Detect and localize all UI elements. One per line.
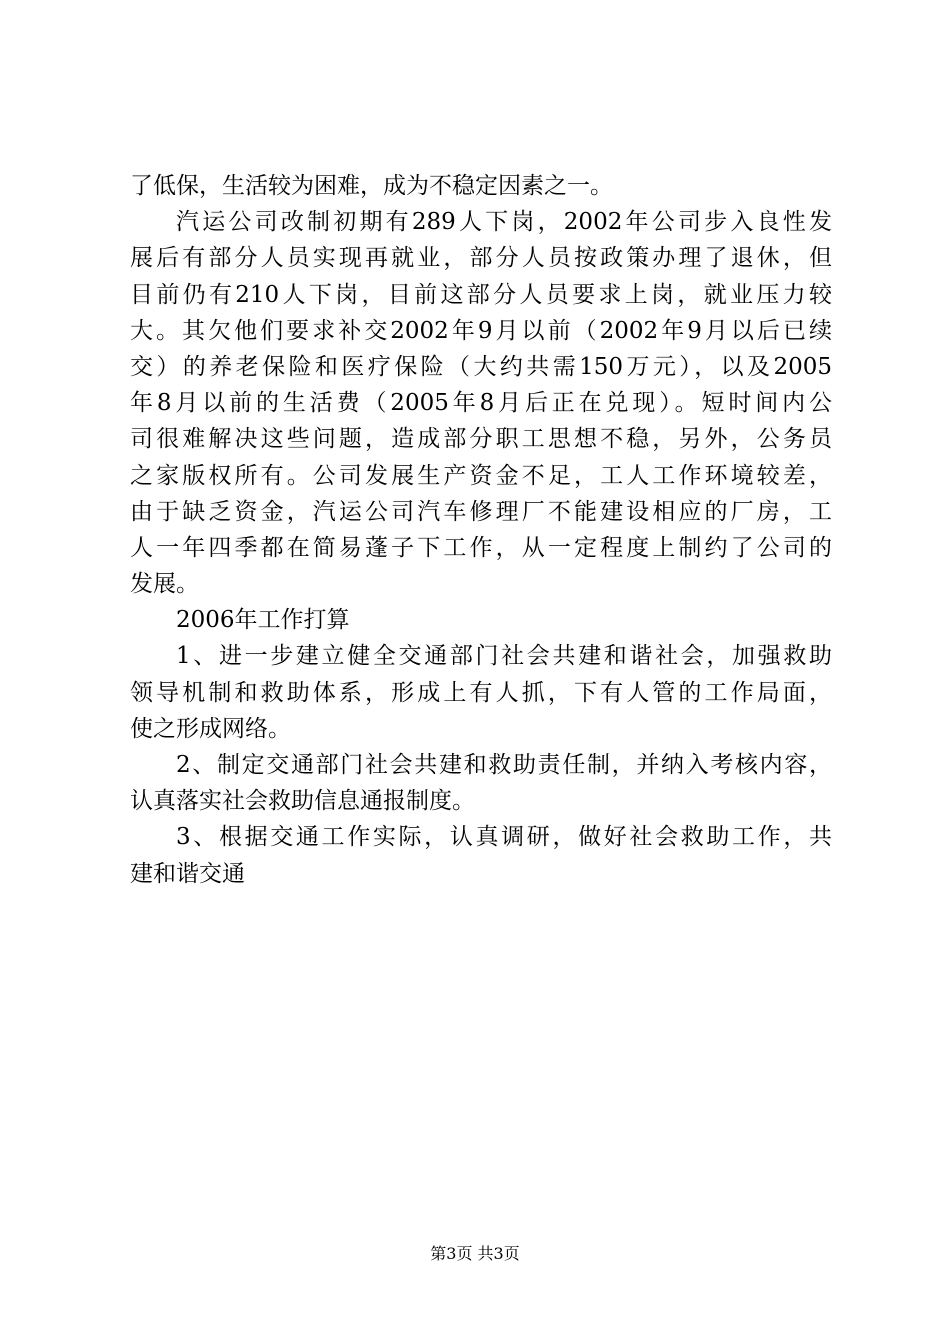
page-footer: 第3页 共3页 xyxy=(430,1244,520,1263)
text-line: 领导机制和救助体系，形成上有人抓，下有人管的工作局面， xyxy=(130,679,832,706)
document-body xyxy=(130,168,832,892)
text-line: 建和谐交通 xyxy=(130,860,245,887)
text-line: 3、根据交通工作实际，认真调研，做好社会救助工作，共 xyxy=(176,824,832,851)
text-line: 目前仍有210人下岗，目前这部分人员要求上岗，就业压力较 xyxy=(130,281,832,308)
text-line: 之家版权所有。公司发展生产资金不足，工人工作环境较差， xyxy=(130,462,832,489)
text-line: 大。其欠他们要求补交2002年9月以前（2002年9月以后已续 xyxy=(130,317,832,344)
text-line: 司很难解决这些问题，造成部分职工思想不稳，另外，公务员 xyxy=(130,426,832,453)
text-line: 汽运公司改制初期有289人下岗，2002年公司步入良性发 xyxy=(176,209,832,236)
text-line: 了低保，生活较为困难，成为不稳定因素之一。 xyxy=(130,173,613,199)
text-line: 年8月以前的生活费（2005年8月后正在兑现）。短时间内公 xyxy=(130,390,832,417)
text-line: 人一年四季都在简易蓬子下工作，从一定程度上制约了公司的 xyxy=(130,534,832,561)
text-line: 2006年工作打算 xyxy=(176,607,350,634)
text-line: 认真落实社会救助信息通报制度。 xyxy=(130,788,475,815)
text-line: 展后有部分人员实现再就业，部分人员按政策办理了退休，但 xyxy=(130,245,832,272)
text-line: 发展。 xyxy=(130,571,199,598)
text-line: 交）的养老保险和医疗保险（大约共需150万元），以及2005 xyxy=(130,353,832,380)
text-line: 由于缺乏资金，汽运公司汽车修理厂不能建设相应的厂房，工 xyxy=(130,498,832,525)
text-line: 1、进一步建立健全交通部门社会共建和谐社会，加强救助 xyxy=(176,643,832,670)
text-line: 使之形成网络。 xyxy=(130,715,291,742)
text-line: 2、制定交通部门社会共建和救助责任制，并纳入考核内容， xyxy=(176,752,832,778)
